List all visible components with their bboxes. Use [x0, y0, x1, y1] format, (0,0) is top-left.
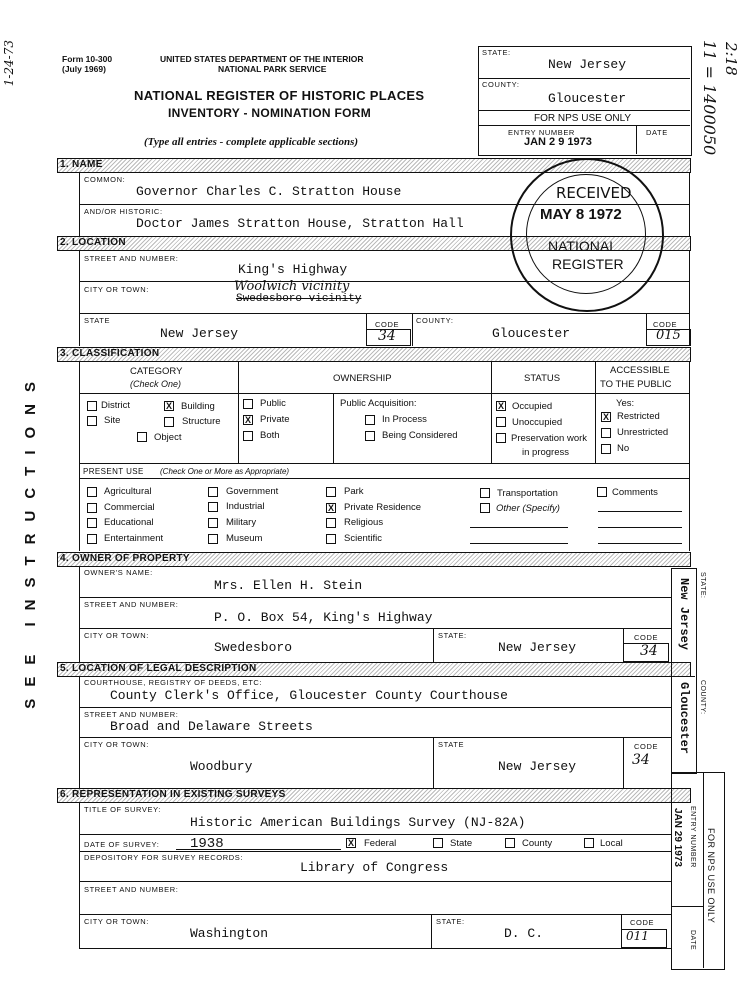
form-date: (July 1969): [62, 64, 106, 74]
header-county: Gloucester: [548, 91, 627, 106]
being-considered-checkbox[interactable]: [365, 431, 375, 441]
no-checkbox[interactable]: [601, 444, 611, 454]
scientific-checkbox[interactable]: [326, 534, 336, 544]
form-instruction: (Type all entries - complete applicable sections): [144, 136, 359, 148]
industrial-label: Industrial: [226, 501, 265, 512]
section-6-title: 6. REPRESENTATION IN EXISTING SURVEYS: [60, 789, 286, 800]
military-label: Military: [226, 517, 257, 528]
private-label: Private: [260, 414, 290, 425]
legal-city-label: CITY OR TOWN:: [84, 740, 149, 749]
location-street-label: STREET AND NUMBER:: [84, 254, 179, 263]
category-header: CATEGORY: [130, 366, 183, 377]
owner-code-value: 34: [640, 643, 658, 659]
industrial-checkbox[interactable]: [208, 502, 218, 512]
historic-name-label: AND/OR HISTORIC:: [84, 207, 163, 216]
courthouse-value: County Clerk's Office, Gloucester County Courthouse: [110, 688, 508, 703]
depository-value: Library of Congress: [300, 860, 449, 875]
unoccupied-label: Unoccupied: [512, 417, 563, 428]
agency-line-2: NATIONAL PARK SERVICE: [218, 64, 327, 74]
being-considered-label: Being Considered: [382, 430, 458, 441]
religious-checkbox[interactable]: [326, 518, 336, 528]
section-4-title: 4. OWNER OF PROPERTY: [60, 553, 190, 564]
header-nps-use: FOR NPS USE ONLY: [534, 113, 632, 124]
common-name-label: COMMON:: [84, 175, 126, 184]
header-county-label: COUNTY:: [482, 80, 520, 89]
site-checkbox[interactable]: [87, 416, 97, 426]
location-street-value: King's Highway: [238, 262, 348, 277]
park-label: Park: [344, 486, 364, 497]
owner-street-value: P. O. Box 54, King's Highway: [214, 610, 433, 625]
legal-code-value: 34: [632, 752, 650, 768]
side-county-label: COUNTY:: [699, 680, 706, 715]
location-state-code: 34: [378, 328, 396, 344]
museum-label: Museum: [226, 533, 263, 544]
building-label: Building: [181, 401, 215, 412]
location-state-value: New Jersey: [160, 326, 239, 341]
federal-label: Federal: [364, 838, 397, 849]
stamp-date: MAY 8 1972: [540, 206, 622, 223]
header-entry-stamp: JAN 2 9 1973: [524, 136, 592, 148]
government-label: Government: [226, 486, 279, 497]
owner-code-label: CODE: [634, 633, 659, 642]
educational-label: Educational: [104, 517, 154, 528]
preservation-label: Preservation work: [511, 433, 588, 444]
side-nps-box: [671, 772, 725, 970]
commercial-label: Commercial: [104, 502, 155, 513]
owner-state-label: STATE:: [438, 631, 467, 640]
structure-label: Structure: [182, 416, 221, 427]
header-state-label: STATE:: [482, 48, 511, 57]
survey-state-label: STATE:: [436, 917, 465, 926]
legal-code-label: CODE: [634, 742, 659, 751]
no-label: No: [617, 443, 630, 454]
county-level-label: County: [522, 838, 553, 849]
scientific-label: Scientific: [344, 533, 383, 544]
survey-date-label: DATE OF SURVEY:: [84, 840, 160, 849]
survey-code-label: CODE: [630, 918, 655, 927]
private-checkbox[interactable]: X: [244, 415, 251, 425]
stamp-received: RECEIVED: [556, 184, 632, 202]
restricted-label: Restricted: [617, 411, 660, 422]
side-state-value: New Jersey: [677, 578, 691, 651]
in-progress-label: in progress: [522, 447, 569, 458]
present-use-note: (Check One or More as Appropriate): [160, 467, 290, 476]
header-entry-label: ENTRY NUMBER: [508, 128, 575, 137]
entertainment-label: Entertainment: [104, 533, 164, 544]
courthouse-label: COURTHOUSE, REGISTRY OF DEEDS, ETC:: [84, 678, 263, 687]
stamp-national: NATIONAL: [548, 238, 617, 254]
state-level-checkbox[interactable]: [433, 838, 443, 848]
form-number: Form 10-300: [62, 54, 113, 64]
public-checkbox[interactable]: [243, 399, 253, 409]
location-city-handwritten: Woolwich vicinity: [234, 279, 350, 294]
other-label: Other (Specify): [496, 503, 560, 514]
form-title: NATIONAL REGISTER OF HISTORIC PLACES: [134, 88, 425, 103]
side-nps-label: FOR NPS USE ONLY: [706, 828, 716, 924]
agricultural-label: Agricultural: [104, 486, 152, 497]
agency-line-1: UNITED STATES DEPARTMENT OF THE INTERIOR: [160, 54, 364, 64]
category-check-one: (Check One): [130, 379, 182, 389]
occupied-label: Occupied: [512, 401, 553, 412]
section-3-title: 3. CLASSIFICATION: [60, 348, 160, 359]
entertainment-checkbox[interactable]: [87, 534, 97, 544]
owner-name-value: Mrs. Ellen H. Stein: [214, 578, 363, 593]
both-checkbox[interactable]: [243, 431, 253, 441]
location-county-label: COUNTY:: [416, 316, 454, 325]
private-residence-label: Private Residence: [344, 502, 422, 513]
owner-state-value: New Jersey: [498, 640, 577, 655]
handwritten-reference-number: 11 = 1400050: [700, 40, 719, 156]
military-checkbox[interactable]: [208, 518, 218, 528]
legal-street-value: Broad and Delaware Streets: [110, 719, 313, 734]
local-level-checkbox[interactable]: [584, 838, 594, 848]
federal-checkbox[interactable]: X: [347, 838, 354, 848]
legal-city-value: Woodbury: [190, 759, 253, 774]
both-label: Both: [260, 430, 280, 441]
comments-label: Comments: [612, 487, 658, 498]
object-checkbox[interactable]: [137, 432, 147, 442]
transportation-label: Transportation: [497, 488, 558, 499]
side-county-value: Gloucester: [677, 682, 691, 755]
section-2-title: 2. LOCATION: [60, 237, 126, 248]
location-county-value: Gloucester: [492, 326, 571, 341]
survey-title-value: Historic American Buildings Survey (NJ-82A): [190, 815, 526, 830]
preservation-checkbox[interactable]: [496, 433, 506, 443]
museum-checkbox[interactable]: [208, 534, 218, 544]
see-instructions-label: SEE INSTRUCTIONS: [22, 370, 39, 709]
local-level-label: Local: [600, 838, 623, 849]
district-label: District: [101, 400, 131, 411]
side-entry-stamp: JAN 29 1973: [672, 808, 683, 867]
state-level-label: State: [450, 838, 473, 849]
unoccupied-checkbox[interactable]: [496, 417, 506, 427]
depository-label: DEPOSITORY FOR SURVEY RECORDS:: [84, 853, 244, 862]
legal-street-label: STREET AND NUMBER:: [84, 710, 179, 719]
legal-state-value: New Jersey: [498, 759, 577, 774]
survey-city-value: Washington: [190, 926, 269, 941]
ownership-header: OWNERSHIP: [333, 373, 392, 384]
accessible-header-2: TO THE PUBLIC: [600, 379, 672, 390]
educational-checkbox[interactable]: [87, 518, 97, 528]
side-date-label: DATE: [689, 930, 696, 951]
location-state-code-label: CODE: [375, 320, 400, 329]
acquisition-label: Public Acquisition:: [340, 398, 417, 409]
structure-checkbox[interactable]: [164, 417, 174, 427]
form-subtitle: INVENTORY - NOMINATION FORM: [168, 106, 371, 120]
park-checkbox[interactable]: [326, 487, 336, 497]
survey-date-value: 1938: [190, 836, 224, 852]
location-county-code: 015: [656, 328, 681, 343]
location-city-struck: Swedesboro vicinity: [236, 293, 362, 305]
legal-state-label: STATE: [438, 740, 465, 749]
common-name-value: Governor Charles C. Stratton House: [136, 184, 402, 199]
side-state-label: STATE:: [699, 572, 706, 599]
in-process-checkbox[interactable]: [365, 415, 375, 425]
religious-label: Religious: [344, 517, 384, 528]
handwritten-note: 2:18: [722, 42, 740, 76]
commercial-checkbox[interactable]: [87, 503, 97, 513]
present-use-label: PRESENT USE: [83, 467, 144, 476]
yes-label: Yes:: [616, 398, 635, 409]
section-1-title: 1. NAME: [60, 159, 103, 170]
location-state-label: STATE: [84, 316, 111, 325]
survey-city-label: CITY OR TOWN:: [84, 917, 149, 926]
location-city-label: CITY OR TOWN:: [84, 285, 149, 294]
building-checkbox[interactable]: X: [165, 401, 172, 411]
handwritten-date: 1-24-73: [2, 40, 16, 87]
header-date-label: DATE: [646, 128, 668, 137]
owner-name-label: OWNER'S NAME:: [84, 568, 153, 577]
stamp-register: REGISTER: [552, 256, 624, 272]
historic-name-value: Doctor James Stratton House, Stratton Hall: [136, 216, 464, 231]
owner-city-label: CITY OR TOWN:: [84, 631, 149, 640]
restricted-checkbox[interactable]: X: [602, 412, 609, 422]
survey-code-value: 011: [626, 929, 649, 943]
side-entry-label: ENTRY NUMBER: [689, 806, 696, 868]
survey-state-value: D. C.: [504, 926, 544, 941]
header-state: New Jersey: [548, 57, 627, 72]
comments-checkbox[interactable]: [597, 487, 607, 497]
other-checkbox[interactable]: [480, 503, 490, 513]
unrestricted-checkbox[interactable]: [601, 428, 611, 438]
government-checkbox[interactable]: [208, 487, 218, 497]
survey-title-label: TITLE OF SURVEY:: [84, 805, 161, 814]
location-county-code-label: CODE: [653, 320, 678, 329]
status-header: STATUS: [524, 373, 561, 384]
in-process-label: In Process: [382, 414, 427, 425]
survey-street-label: STREET AND NUMBER:: [84, 885, 179, 894]
agricultural-checkbox[interactable]: [87, 487, 97, 497]
public-label: Public: [260, 398, 286, 409]
object-label: Object: [154, 432, 182, 443]
section-5-title: 5. LOCATION OF LEGAL DESCRIPTION: [60, 663, 257, 674]
site-label: Site: [104, 415, 121, 426]
district-checkbox[interactable]: [87, 401, 97, 411]
private-residence-checkbox[interactable]: X: [327, 503, 334, 513]
transportation-checkbox[interactable]: [480, 488, 490, 498]
owner-city-value: Swedesboro: [214, 640, 293, 655]
owner-street-label: STREET AND NUMBER:: [84, 600, 179, 609]
accessible-header-1: ACCESSIBLE: [610, 365, 670, 376]
county-level-checkbox[interactable]: [505, 838, 515, 848]
occupied-checkbox[interactable]: X: [497, 401, 504, 411]
unrestricted-label: Unrestricted: [617, 427, 669, 438]
